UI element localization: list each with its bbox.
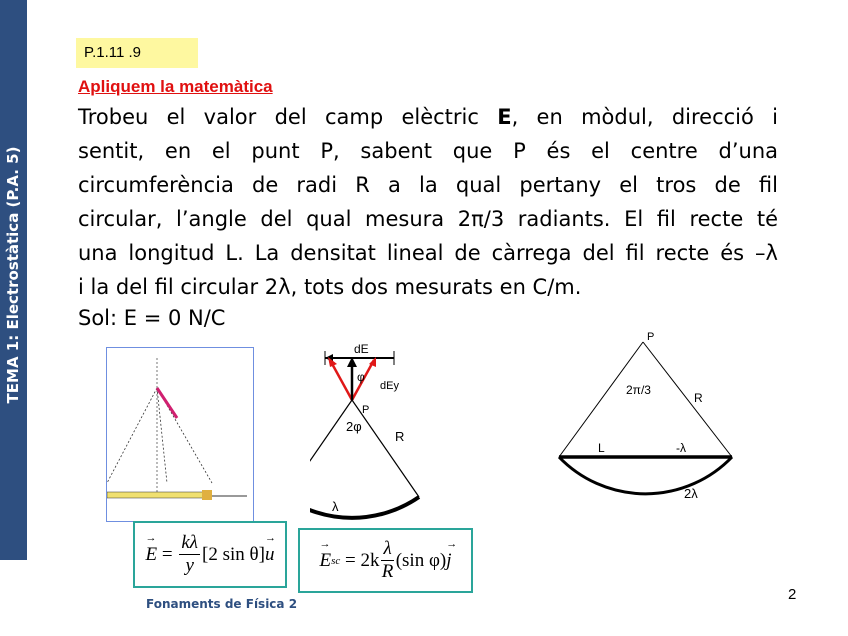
- reference-figure-thumbnail: [106, 347, 254, 522]
- formula2-body: (sin φ): [395, 549, 447, 571]
- problem-line: i la del fil circular 2λ, tots dos mesurats en C/m.: [78, 275, 582, 299]
- formula2-fraction: [381, 538, 393, 583]
- problem-line: Trobeu el valor del camp elèctric E, en mòdul, direcció i: [78, 105, 778, 129]
- reference-figure-drawing: [107, 348, 253, 521]
- formula2-denominator: R: [381, 561, 394, 582]
- circular-wire: [559, 457, 732, 494]
- section-title: Apliquem la matemàtica: [78, 77, 273, 96]
- sidebar-title: TEMA 1: Electrostàtica (P.A. 5): [4, 146, 22, 404]
- formula1-body: [2 sin θ]: [202, 543, 265, 565]
- formula2-numerator: λ: [383, 538, 392, 559]
- footer-course-title: Fonaments de Física 2: [146, 597, 298, 611]
- problem-ref-badge: P.1.11 .9: [76, 38, 198, 68]
- problem-line: circular, l’angle del qual mesura 2π/3 radiants. El fil recte té: [78, 207, 778, 231]
- formula2-subscript: sc: [331, 554, 341, 567]
- formula2-unit: → j: [446, 550, 451, 572]
- formula1-fraction: [179, 532, 200, 577]
- label-p: P: [647, 331, 655, 343]
- label-r: R: [395, 429, 405, 444]
- label-phi: φ: [357, 370, 365, 384]
- label-two-phi: 2φ: [346, 419, 362, 434]
- label-angle: 2π/3: [626, 383, 651, 397]
- formula1-numerator: kλ: [181, 532, 199, 553]
- label-l: L: [598, 441, 605, 455]
- problem-statement: [78, 100, 778, 304]
- formula-straight-wire: → E = $\frac{k\lambda}{y}$ [2 sin θ] → u: [133, 521, 287, 588]
- formula2-coef: = 2k: [345, 549, 380, 571]
- problem-line: circumferència de radi R a la qual pertany el tros de fil: [78, 173, 778, 197]
- problem-line: sentit, en el punt P, sabent que P és el centre d’una: [78, 139, 778, 163]
- label-neg-lambda: -λ: [676, 441, 686, 455]
- label-lambda: λ: [332, 499, 339, 514]
- formula-circular-wire: [298, 528, 473, 593]
- arc-segment-diagram: [310, 335, 450, 520]
- formula1-unit: → u: [265, 544, 275, 566]
- label-two-lambda: 2λ: [684, 486, 698, 501]
- problem-line: una longitud L. La densitat lineal de càrrega del fil recte és –λ: [78, 241, 778, 265]
- wire-configuration-diagram: [540, 328, 750, 508]
- formula2-lhs: → E: [319, 550, 331, 572]
- label-r: R: [694, 391, 703, 405]
- label-de: dE: [354, 342, 369, 356]
- label-dey: dEy: [380, 380, 399, 392]
- page-number: 2: [788, 586, 797, 603]
- solution-text: Sol: E = 0 N/C: [78, 306, 226, 330]
- formula1-denominator: y: [185, 555, 194, 576]
- formula1-lhs: → E: [146, 544, 158, 566]
- charged-arc: [310, 497, 419, 518]
- sidebar: [0, 0, 27, 560]
- label-p: P: [362, 404, 370, 416]
